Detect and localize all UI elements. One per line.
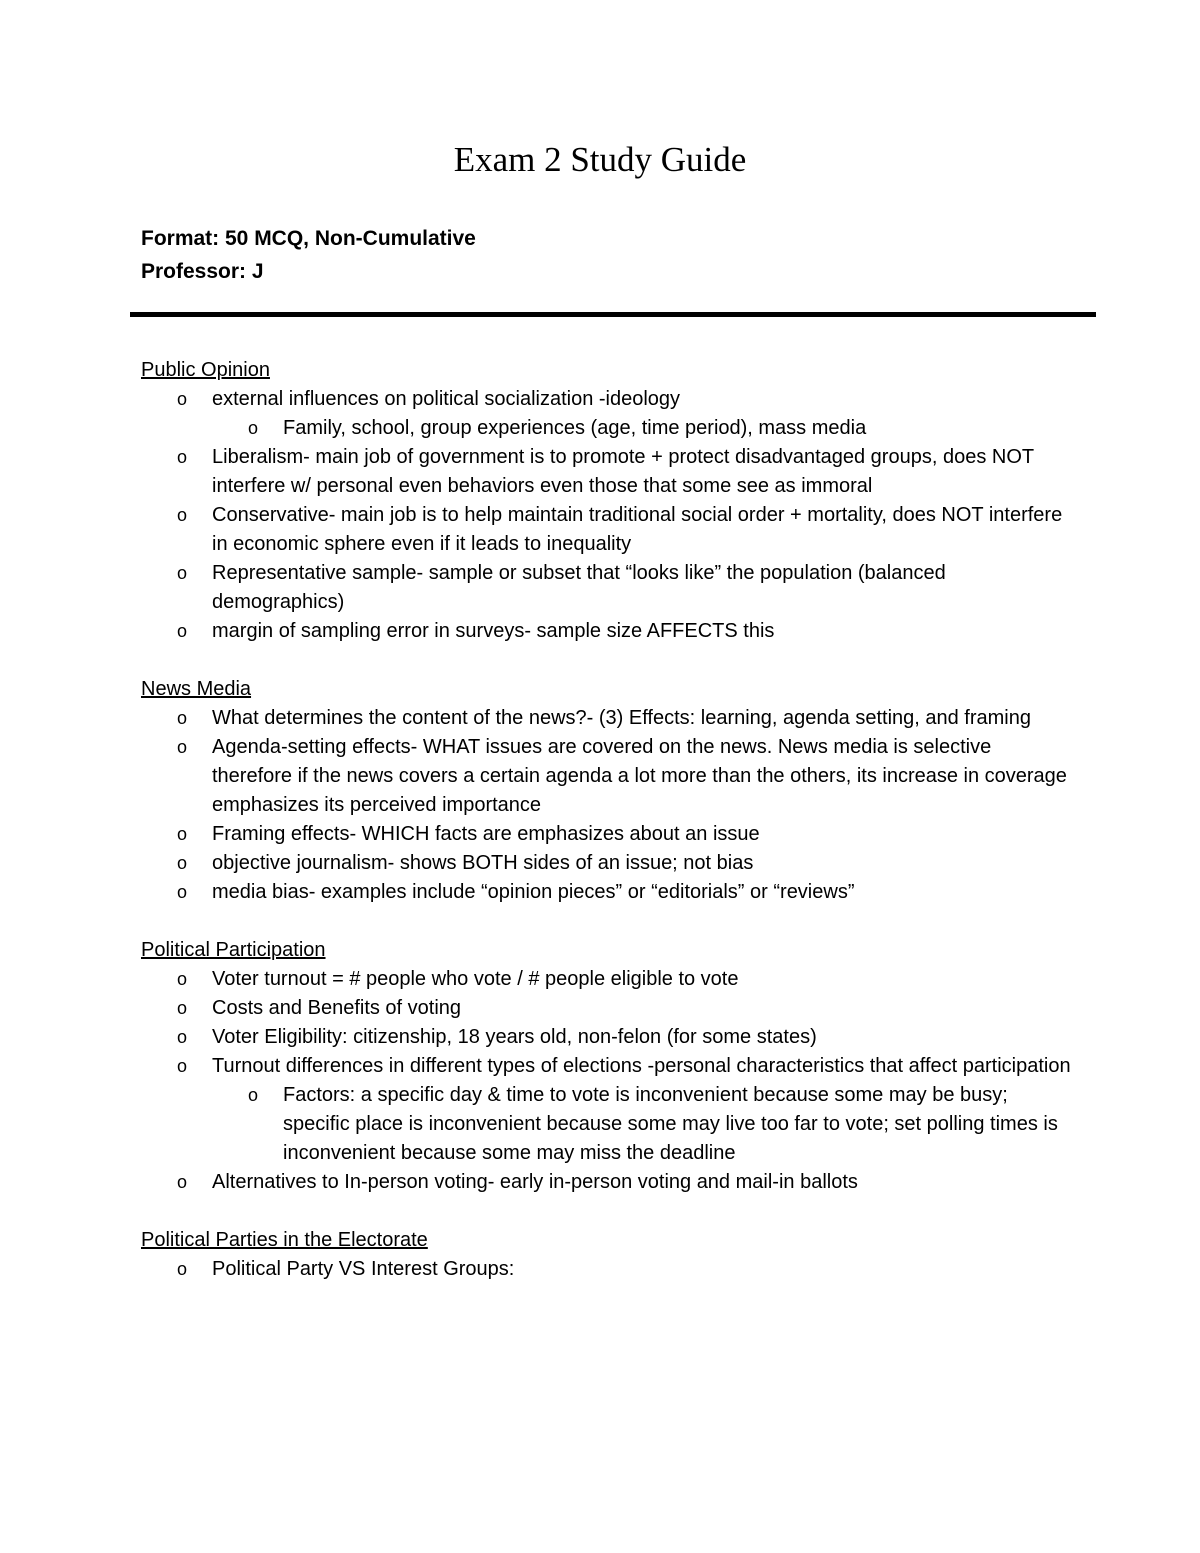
horizontal-rule [130,312,1096,317]
list-item-text: Turnout differences in different types of elections -personal characteristics that affect participation [212,1055,1071,1077]
list-item [141,1052,1071,1168]
list-item-text: Voter Eligibility: citizenship, 18 years old, non-felon (for some states) [212,1026,817,1048]
study-guide-content [141,356,1071,1313]
list-item [141,385,1071,443]
bullet-glyph: o [177,998,188,1018]
section [141,1226,1071,1284]
sub-list-item [212,414,1071,443]
list-item [141,849,1071,878]
list-item-text: Agenda-setting effects- WHAT issues are covered on the news. News media is selective therefore if the news covers a certain agenda a lot more than the others, its increase in coverage emphasizes its perceived importance [212,736,1067,816]
bullet-glyph: o [177,1259,188,1279]
bullet-glyph: o [177,969,188,989]
list-item-text: Liberalism- main job of government is to promote + protect disadvantaged groups, does NOT interfere w/ personal even behaviors even those that some see as immoral [212,446,1034,497]
sub-list-item [212,1081,1071,1168]
section-heading: Political Parties in the Electorate [141,1229,428,1251]
section-heading: Political Participation [141,939,326,961]
list-item-text: media bias- examples include “opinion pieces” or “editorials” or “reviews” [212,881,855,903]
section-heading: News Media [141,678,252,700]
bullet-list [141,704,1071,907]
bullet-glyph: o [177,389,188,409]
section [141,675,1071,907]
list-item-text: Alternatives to In-person voting- early in-person voting and mail-in ballots [212,1171,858,1193]
list-item-text: Costs and Benefits of voting [212,997,462,1019]
section [141,936,1071,1197]
bullet-glyph: o [177,882,188,902]
list-item-text: Framing effects- WHICH facts are emphasizes about an issue [212,823,760,845]
bullet-list [141,385,1071,646]
list-item [141,1168,1071,1197]
list-item [141,878,1071,907]
bullet-glyph: o [177,505,188,525]
exam-format: Format: 50 MCQ, Non-Cumulative [141,227,476,250]
list-item-text: Representative sample- sample or subset that “looks like” the population (balanced demographics) [212,562,946,613]
sub-list-item-text: Family, school, group experiences (age, time period), mass media [283,417,867,439]
bullet-glyph: o [177,447,188,467]
bullet-glyph: o [177,708,188,728]
document-title: Exam 2 Study Guide [453,140,747,179]
bullet-glyph: o [177,853,188,873]
list-item [141,559,1071,617]
bullet-list [141,1255,1071,1284]
sub-list-item-text: Factors: a specific day & time to vote is inconvenient because some may be busy; specific place is inconvenient because some may live too far to vote; set polling times is inconvenient because some may miss the deadline [283,1084,1058,1164]
bullet-glyph: o [177,1172,188,1192]
list-item [141,733,1071,820]
bullet-glyph: o [177,737,188,757]
bullet-glyph: o [248,418,259,438]
list-item-text: objective journalism- shows BOTH sides of an issue; not bias [212,852,754,874]
sub-bullet-list [212,414,1071,443]
list-item [141,1255,1071,1284]
sub-bullet-list [212,1081,1071,1168]
list-item [141,501,1071,559]
list-item-text: Voter turnout = # people who vote / # people eligible to vote [212,968,739,990]
bullet-glyph: o [177,824,188,844]
bullet-glyph: o [177,1056,188,1076]
bullet-glyph: o [177,1027,188,1047]
professor-line: Professor: J [141,260,264,283]
list-item [141,820,1071,849]
list-item-text: What determines the content of the news?- (3) Effects: learning, agenda setting, and framing [212,707,1031,729]
list-item [141,1023,1071,1052]
bullet-glyph: o [248,1085,259,1105]
list-item [141,965,1071,994]
list-item [141,704,1071,733]
list-item-text: Political Party VS Interest Groups: [212,1258,515,1280]
list-item-text: Conservative- main job is to help maintain traditional social order + mortality, does NOT interfere in economic sphere even if it leads to inequality [212,504,1063,555]
section-heading: Public Opinion [141,359,270,381]
bullet-list [141,965,1071,1197]
list-item [141,617,1071,646]
section [141,356,1071,646]
list-item [141,994,1071,1023]
bullet-glyph: o [177,621,188,641]
list-item [141,443,1071,501]
list-item-text: external influences on political socialization -ideology [212,388,681,410]
list-item-text: margin of sampling error in surveys- sample size AFFECTS this [212,620,775,642]
bullet-glyph: o [177,563,188,583]
